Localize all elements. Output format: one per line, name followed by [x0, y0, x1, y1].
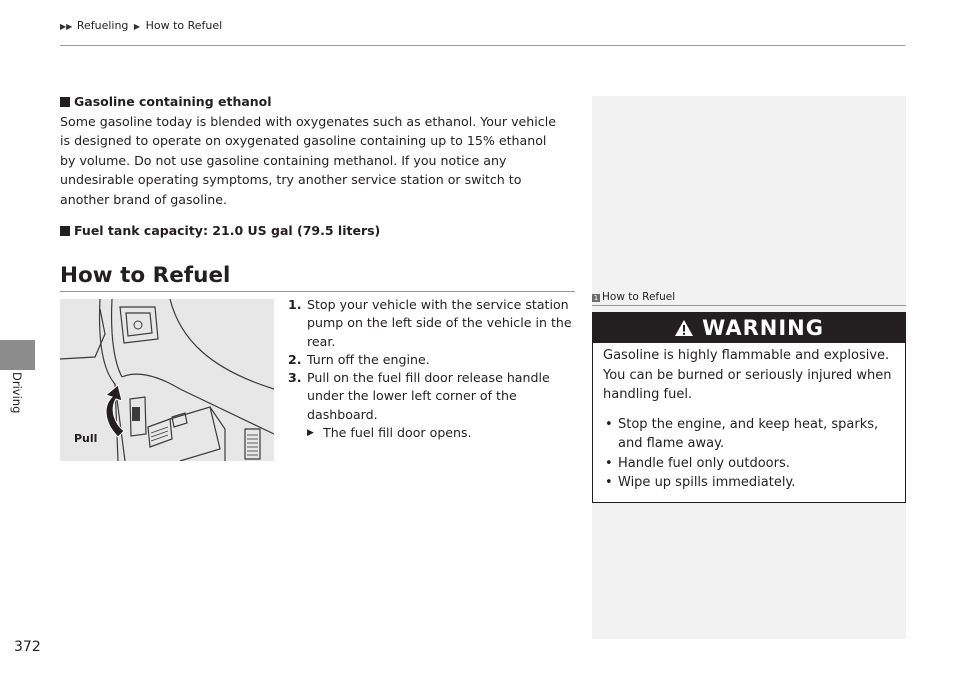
- reference-icon: 1: [593, 294, 599, 302]
- warning-list-item-text: Stop the engine, and keep heat, sparks, and flame away.: [618, 416, 879, 451]
- refuel-steps: [288, 296, 573, 442]
- warning-list-item: [603, 454, 899, 474]
- step-number: 1.: [288, 297, 302, 312]
- title-divider: [60, 291, 575, 292]
- breadcrumb-item-refueling[interactable]: Refueling: [76, 19, 129, 32]
- bullet-icon: •: [605, 455, 613, 471]
- bullet-icon: •: [605, 475, 613, 490]
- square-bullet-icon: [60, 97, 70, 107]
- step-result-text: The fuel fill door opens.: [323, 425, 472, 441]
- warning-box: [592, 312, 906, 503]
- warning-intro: Gasoline is highly flammable and explosive. You can be burned or seriously injured when handling fuel.: [603, 348, 892, 402]
- result-arrow-icon: ▶: [307, 428, 314, 439]
- warning-list-item-text: Handle fuel only outdoors.: [618, 455, 790, 471]
- ethanol-heading: [60, 94, 272, 109]
- capacity-heading: [60, 223, 380, 238]
- warning-list-item: [603, 415, 899, 454]
- step-text: Turn off the engine.: [307, 351, 430, 367]
- square-bullet-icon: [60, 226, 70, 236]
- double-arrow-icon: ▶▶: [60, 22, 73, 31]
- breadcrumb: [60, 19, 222, 32]
- step-item: [288, 351, 573, 369]
- step-text: Pull on the fuel fill door release handle under the lower left corner of the dashboard.: [307, 370, 550, 422]
- breadcrumb-item-how-to-refuel[interactable]: How to Refuel: [145, 19, 223, 32]
- step-item: [288, 296, 573, 351]
- step-item: [288, 369, 573, 442]
- bullet-icon: •: [605, 416, 613, 432]
- warning-banner-text: WARNING: [702, 316, 824, 340]
- step-result: [307, 424, 573, 442]
- warning-list-item: [603, 473, 899, 493]
- ethanol-paragraph: Some gasoline today is blended with oxygenates such as ethanol. Your vehicle is designed to operate on oxygenated gasoline containing up to 15% ethanol by volume. Do not use gasoline containing methanol. If you notice any undesirable operating symptoms, try another service station or switch to another brand of gasoline.: [60, 114, 556, 207]
- header-divider: [60, 45, 905, 46]
- arrow-right-icon: ▶: [133, 22, 141, 31]
- step-text: Stop your vehicle with the service station pump on the left side of the vehicle in the rear.: [307, 297, 572, 349]
- warning-triangle-icon: [674, 319, 694, 337]
- capacity-heading-text: Fuel tank capacity: 21.0 US gal (79.5 liters): [74, 223, 381, 238]
- warning-list-item-text: Wipe up spills immediately.: [618, 475, 796, 490]
- page-title: How to Refuel: [60, 263, 231, 288]
- section-tab-label-wrap: [12, 372, 26, 412]
- ethanol-heading-text: Gasoline containing ethanol: [74, 94, 272, 109]
- warning-banner: [593, 313, 905, 343]
- sidebar-divider: [592, 305, 906, 306]
- section-tab-label: Driving: [10, 372, 24, 414]
- step-number: 2.: [288, 351, 302, 367]
- section-tab[interactable]: [0, 340, 35, 370]
- warning-body: [603, 346, 899, 493]
- pull-label: Pull: [74, 432, 98, 445]
- step-number: 3.: [288, 370, 302, 386]
- warning-list: [603, 415, 899, 493]
- page-number: 372: [14, 639, 41, 655]
- sidebar-reference-title[interactable]: How to Refuel: [602, 291, 676, 303]
- sidebar-reference: [592, 291, 675, 303]
